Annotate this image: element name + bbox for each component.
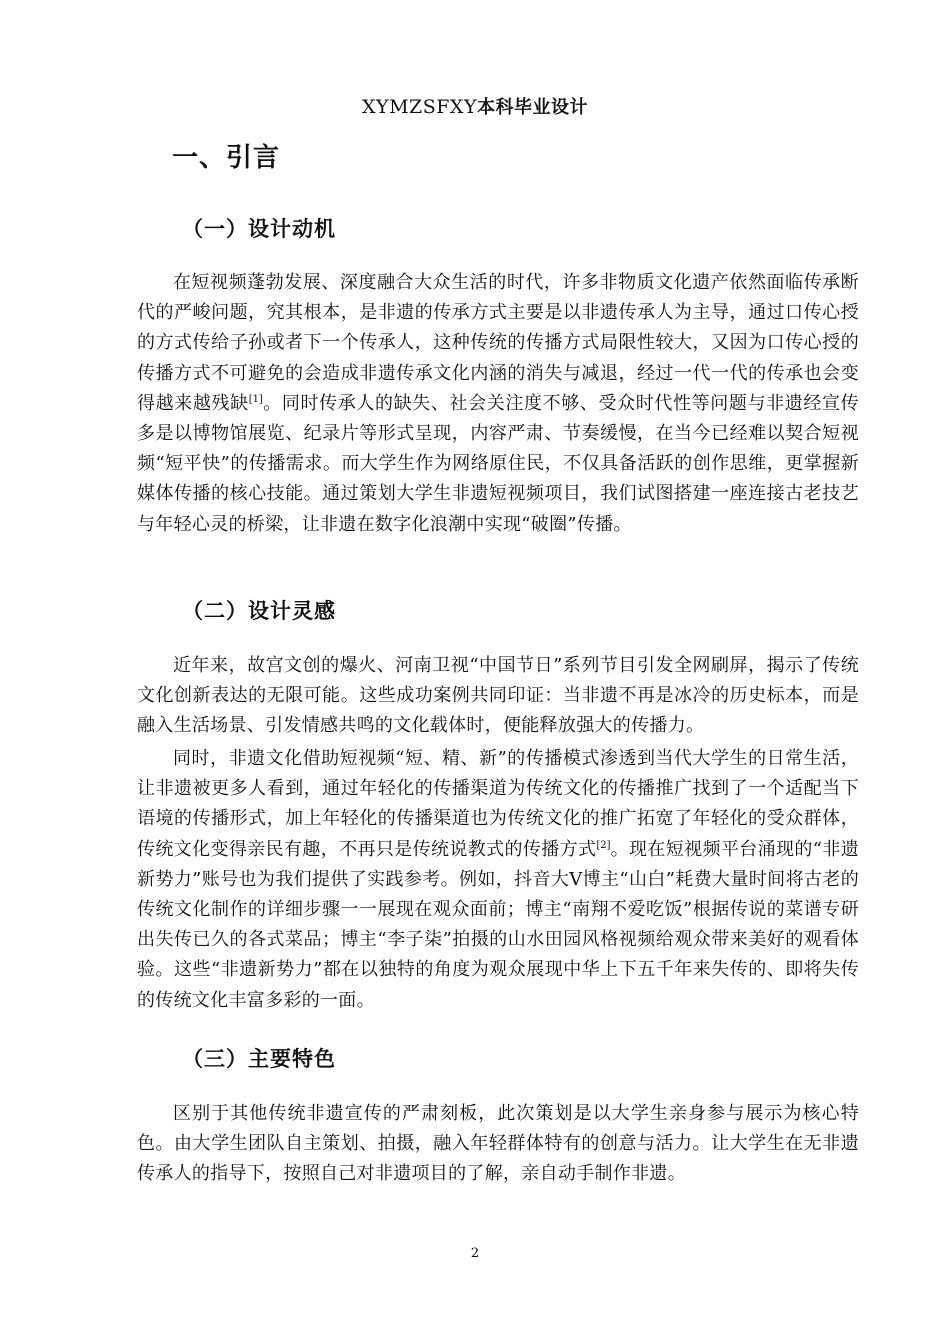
header-thesis-label: 本科毕业设计: [477, 97, 588, 118]
paragraph-features: [137, 1099, 859, 1190]
page-number: 2: [470, 1246, 480, 1261]
paragraph-text: 。同时传承人的缺失、社会关注度不够、受众时代性等问题与非遗经宣传多是以博物馆展览、纪录片等形式呈现，内容严肃、节奏缓慢，在当今已经难以契合短视频“短平快”的传播需求。而大学生作为网络原住民，不仅具备活跃的创作思维，更掌握新媒体传播的核心技能。通过策划大学生非遗短视频项目，我们试图搭建一座连接古老技艺与年轻心灵的桥梁，让非遗在数字化浪潮中实现“破圈”传播。: [137, 392, 859, 535]
paragraph-text: 同时，非遗文化借助短视频“短、精、新”的传播模式渗透到当代大学生的日常生活，让非遗被更多人看到，通过年轻化的传播渠道为传统文化的传播推广找到了一个适配当下语境的传播形式，加上年轻化的传播渠道也为传统文化的推广拓宽了年轻化的受众群体，传统文化变得亲民有趣，不再只是传统说教式的传播方式: [137, 748, 859, 860]
page-header: [0, 93, 950, 122]
section-title: 一、引言: [172, 143, 281, 173]
paragraph-inspiration-2: [137, 744, 859, 1016]
subsection-title-features: （三）主要特色: [182, 1047, 336, 1071]
paragraph-inspiration-1: [137, 651, 859, 742]
paragraph-motivation: [137, 268, 859, 540]
paragraph-text: 在短视频蓬勃发展、深度融合大众生活的时代，许多非物质文化遗产依然面临传承断代的严峻问题，究其根本，是非遗的传承方式主要是以非遗传承人为主导，通过口传心授的方式传给子孙或者下一个传承人，这种传统的传播方式局限性较大，又因为口传心授的传播方式不可避免的会造成非遗传承文化内涵的消失与减退，经过一代一代的传承也会变得越来越残缺: [137, 272, 859, 414]
subsection-title-motivation: （一）设计动机: [182, 217, 336, 241]
citation-ref: [1]: [248, 393, 263, 405]
citation-ref: [2]: [596, 839, 611, 851]
paragraph-text: 近年来，故宫文创的爆火、河南卫视“中国节日”系列节目引发全网刷屏，揭示了传统文化创新表达的无限可能。这些成功案例共同印证：当非遗不再是冰冷的历史标本，而是融入生活场景、引发情感共鸣的文化载体时，便能释放强大的传播力。: [137, 655, 859, 737]
paragraph-text: 区别于其他传统非遗宣传的严肃刻板，此次策划是以大学生亲身参与展示为核心特色。由大学生团队自主策划、拍摄，融入年轻群体特有的创意与活力。让大学生在无非遗传承人的指导下，按照自己对非遗项目的了解，亲自动手制作非遗。: [137, 1103, 859, 1185]
subsection-title-inspiration: （二）设计灵感: [182, 599, 336, 623]
paragraph-text: 。现在短视频平台涌现的“非遗新势力”账号也为我们提供了实践参考。例如，抖音大V博主“山白”耗费大量时间将古老的传统文化制作的详细步骤一一展现在观众面前；博主“南翔不爱吃饭”根据传说的菜谱专研出失传已久的各式菜品；博主“李子柒”拍摄的山水田园风格视频给观众带来美好的观看体验。这些“非遗新势力”都在以独特的角度为观众展现中华上下五千年来失传的、即将失传的传统文化丰富多彩的一面。: [137, 838, 859, 1011]
header-school-code: XYMZSFXY: [362, 96, 477, 118]
